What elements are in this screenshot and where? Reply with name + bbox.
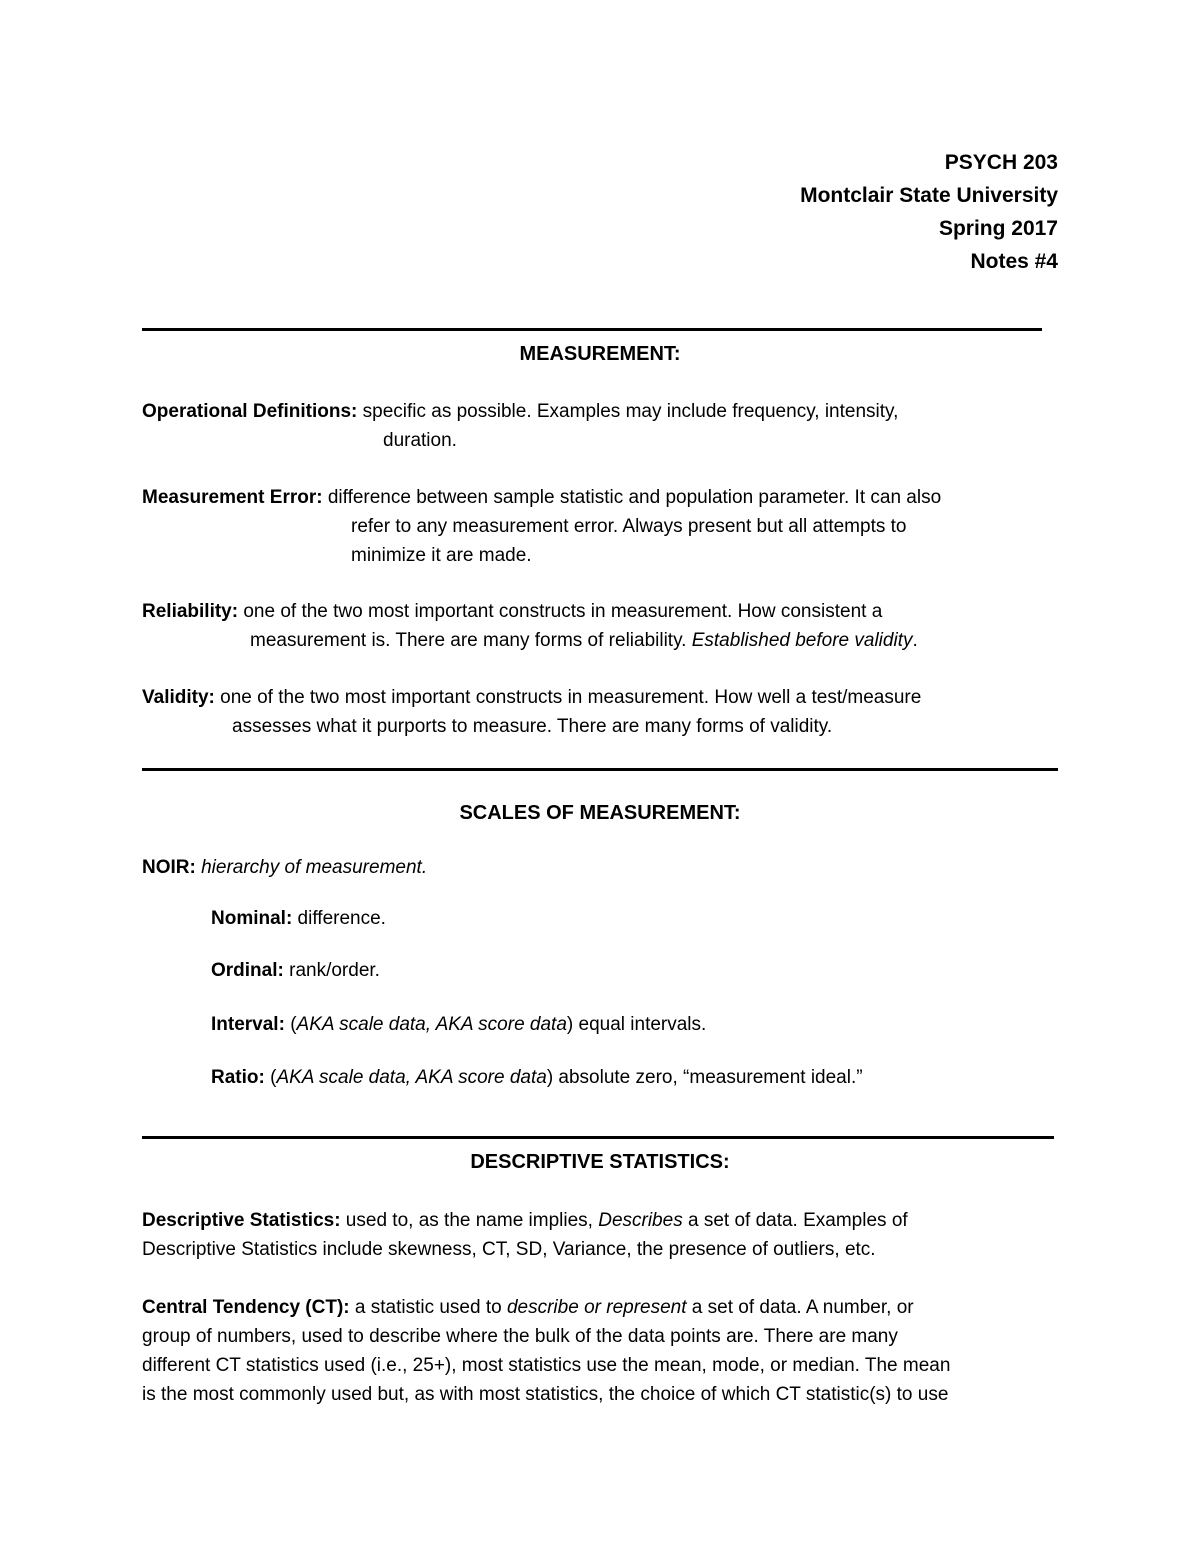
term-label: NOIR:: [142, 857, 196, 878]
definition-text: assesses what it purports to measure. There are many forms of validity.: [232, 716, 833, 737]
italic-emphasis: Established before validity: [691, 630, 913, 651]
definition-descriptive-statistics: [142, 1206, 1062, 1264]
term: Spring 2017: [938, 217, 1058, 240]
paragraph-line: [142, 1206, 1062, 1235]
definition-text: difference.: [292, 908, 386, 929]
term-label: Nominal:: [211, 908, 293, 929]
definition-validity: [142, 683, 921, 741]
scale-interval: [211, 1012, 706, 1038]
term-label: Central Tendency (CT):: [142, 1297, 350, 1318]
term-label: Ratio:: [211, 1067, 265, 1088]
course-code: PSYCH 203: [944, 151, 1058, 174]
term-label: Interval:: [211, 1014, 285, 1035]
paragraph-line: Descriptive Statistics include skewness, CT, SD, Variance, the presence of outliers, etc.: [142, 1239, 876, 1260]
definition-text: difference between sample statistic and population parameter. It can also: [322, 487, 942, 508]
definition-text: .: [912, 630, 918, 651]
definition-text: measurement is. There are many forms of reliability.: [250, 630, 692, 651]
definition-text: (: [284, 1014, 297, 1035]
definition-central-tendency: [142, 1293, 1062, 1409]
definition-text: rank/order.: [283, 960, 380, 981]
notes-number: Notes #4: [970, 250, 1058, 273]
section-title-descriptive: DESCRIPTIVE STATISTICS:: [470, 1151, 730, 1173]
definition-text: one of the two most important constructs in measurement. How well a test/measure: [214, 687, 922, 708]
italic-emphasis: describe or represent: [506, 1297, 687, 1318]
definition-text: a set of data. A number, or: [686, 1297, 914, 1318]
definition-text: ) equal intervals.: [566, 1014, 707, 1035]
definition-reliability: [142, 597, 918, 655]
definition-text: minimize it are made.: [351, 545, 532, 566]
term-label: Operational Definitions:: [142, 401, 358, 422]
definition-operational: [142, 397, 898, 455]
definition-text: hierarchy of measurement.: [201, 857, 428, 878]
section-title-measurement: MEASUREMENT:: [519, 343, 681, 365]
definition-text: [142, 626, 918, 655]
section-title-scales: SCALES OF MEASUREMENT:: [459, 802, 741, 824]
italic-emphasis: Describes: [598, 1210, 683, 1231]
section-divider: [142, 1136, 1054, 1139]
definition-text: one of the two most important constructs in measurement. How consistent a: [238, 601, 883, 622]
paragraph-line: different CT statistics used (i.e., 25+), most statistics use the mean, mode, or median. The mean: [142, 1355, 951, 1376]
paragraph-line: is the most commonly used but, as with most statistics, the choice of which CT statistic(s) to use: [142, 1384, 949, 1405]
definition-text: ) absolute zero, “measurement ideal.”: [546, 1067, 863, 1088]
definition-text: refer to any measurement error. Always present but all attempts to: [351, 516, 907, 537]
term-label: Validity:: [142, 687, 215, 708]
term-label: Descriptive Statistics:: [142, 1210, 341, 1231]
paragraph-line: group of numbers, used to describe where the bulk of the data points are. There are many: [142, 1326, 898, 1347]
definition-text: a set of data. Examples of: [682, 1210, 908, 1231]
italic-emphasis: AKA scale data, AKA score data: [296, 1014, 567, 1035]
scale-ordinal: [211, 958, 380, 984]
term-label: Reliability:: [142, 601, 239, 622]
definition-measurement-error: [142, 483, 941, 570]
definition-text: specific as possible. Examples may include frequency, intensity,: [357, 401, 899, 422]
scale-ratio: [211, 1065, 863, 1091]
scale-nominal: [211, 906, 386, 932]
definition-text: duration.: [383, 430, 457, 451]
italic-emphasis: AKA scale data, AKA score data: [276, 1067, 547, 1088]
definition-text: a statistic used to: [349, 1297, 507, 1318]
definition-text: (: [264, 1067, 277, 1088]
university-name: Montclair State University: [800, 184, 1058, 207]
definition-text: used to, as the name implies,: [340, 1210, 599, 1231]
section-divider: [142, 328, 1042, 331]
paragraph-line: [142, 1293, 1062, 1322]
term-label: Measurement Error:: [142, 487, 323, 508]
section-divider: [142, 768, 1058, 771]
document-header: [800, 146, 1058, 278]
definition-noir: [142, 853, 427, 882]
term-label: Ordinal:: [211, 960, 284, 981]
